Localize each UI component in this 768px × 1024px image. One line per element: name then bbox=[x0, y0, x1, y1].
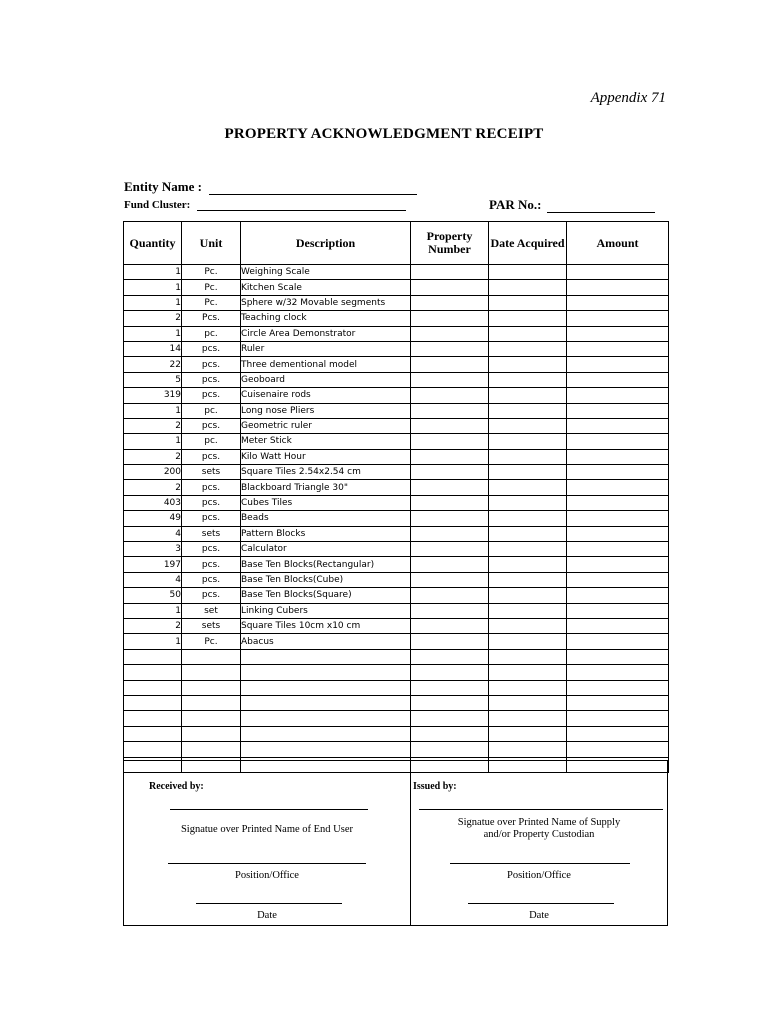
quantity-cell bbox=[124, 680, 182, 695]
date-acquired-cell bbox=[489, 649, 567, 664]
received-date-line[interactable] bbox=[196, 903, 342, 904]
description-cell: Ruler bbox=[241, 341, 411, 356]
description-cell: Meter Stick bbox=[241, 434, 411, 449]
unit-cell: Pc. bbox=[182, 295, 241, 310]
amount-cell bbox=[567, 634, 669, 649]
amount-cell bbox=[567, 557, 669, 572]
received-signature-line[interactable] bbox=[170, 809, 368, 810]
amount-cell bbox=[567, 357, 669, 372]
unit-cell bbox=[182, 680, 241, 695]
fund-cluster-row bbox=[124, 199, 406, 211]
date-acquired-cell bbox=[489, 341, 567, 356]
amount-cell bbox=[567, 603, 669, 618]
description-cell bbox=[241, 711, 411, 726]
quantity-cell: 14 bbox=[124, 341, 182, 356]
description-cell: Beads bbox=[241, 511, 411, 526]
property-number-cell bbox=[411, 634, 489, 649]
date-acquired-cell bbox=[489, 495, 567, 510]
description-cell: Three dementional model bbox=[241, 357, 411, 372]
table-row bbox=[124, 465, 669, 480]
table-row bbox=[124, 495, 669, 510]
description-cell: Abacus bbox=[241, 634, 411, 649]
property-number-cell bbox=[411, 665, 489, 680]
property-number-cell bbox=[411, 511, 489, 526]
table-row bbox=[124, 449, 669, 464]
property-number-cell bbox=[411, 341, 489, 356]
amount-cell bbox=[567, 742, 669, 757]
date-acquired-cell bbox=[489, 265, 567, 280]
unit-cell: pc. bbox=[182, 434, 241, 449]
unit-cell: pcs. bbox=[182, 341, 241, 356]
page-title: PROPERTY ACKNOWLEDGMENT RECEIPT bbox=[224, 126, 544, 142]
date-acquired-cell bbox=[489, 326, 567, 341]
fund-cluster-field[interactable] bbox=[197, 199, 406, 211]
quantity-cell bbox=[124, 665, 182, 680]
par-number-label: PAR No.: bbox=[489, 197, 542, 212]
table-row bbox=[124, 634, 669, 649]
amount-cell bbox=[567, 449, 669, 464]
description-cell: Circle Area Demonstrator bbox=[241, 326, 411, 341]
quantity-cell: 3 bbox=[124, 542, 182, 557]
quantity-cell bbox=[124, 726, 182, 741]
quantity-cell bbox=[124, 649, 182, 664]
issued-position-line[interactable] bbox=[450, 863, 630, 864]
received-by-label: Received by: bbox=[149, 781, 204, 792]
unit-cell: pcs. bbox=[182, 557, 241, 572]
unit-cell: pcs. bbox=[182, 449, 241, 464]
appendix-label: Appendix 71 bbox=[590, 90, 666, 106]
property-number-cell bbox=[411, 388, 489, 403]
date-acquired-cell bbox=[489, 742, 567, 757]
table-row bbox=[124, 711, 669, 726]
date-acquired-cell bbox=[489, 680, 567, 695]
date-acquired-cell bbox=[489, 295, 567, 310]
received-position-caption: Position/Office bbox=[235, 870, 299, 881]
table-row bbox=[124, 542, 669, 557]
unit-cell: Pc. bbox=[182, 634, 241, 649]
unit-cell: pc. bbox=[182, 326, 241, 341]
table-row bbox=[124, 357, 669, 372]
entity-name-label: Entity Name : bbox=[124, 179, 202, 194]
amount-cell bbox=[567, 680, 669, 695]
par-number-row bbox=[489, 197, 655, 213]
quantity-cell bbox=[124, 695, 182, 710]
column-header-date-acquired: Date Acquired bbox=[489, 222, 567, 265]
unit-cell: set bbox=[182, 603, 241, 618]
received-signature-caption: Signatue over Printed Name of End User bbox=[180, 824, 354, 835]
table-row bbox=[124, 742, 669, 757]
quantity-cell: 2 bbox=[124, 311, 182, 326]
date-acquired-cell bbox=[489, 280, 567, 295]
description-cell bbox=[241, 695, 411, 710]
property-number-cell bbox=[411, 572, 489, 587]
description-cell: Teaching clock bbox=[241, 311, 411, 326]
amount-cell bbox=[567, 711, 669, 726]
amount-cell bbox=[567, 665, 669, 680]
entity-name-field[interactable] bbox=[209, 182, 417, 195]
table-row bbox=[124, 511, 669, 526]
property-number-cell bbox=[411, 542, 489, 557]
quantity-cell: 200 bbox=[124, 465, 182, 480]
description-cell: Base Ten Blocks(Cube) bbox=[241, 572, 411, 587]
date-acquired-cell bbox=[489, 403, 567, 418]
description-cell: Base Ten Blocks(Square) bbox=[241, 588, 411, 603]
column-header-quantity: Quantity bbox=[124, 222, 182, 265]
date-acquired-cell bbox=[489, 449, 567, 464]
unit-cell: sets bbox=[182, 618, 241, 633]
date-acquired-cell bbox=[489, 695, 567, 710]
date-acquired-cell bbox=[489, 434, 567, 449]
amount-cell bbox=[567, 341, 669, 356]
amount-cell bbox=[567, 618, 669, 633]
date-acquired-cell bbox=[489, 418, 567, 433]
amount-cell bbox=[567, 311, 669, 326]
received-date-caption: Date bbox=[257, 910, 277, 921]
property-number-cell bbox=[411, 680, 489, 695]
date-acquired-cell bbox=[489, 711, 567, 726]
property-number-cell bbox=[411, 265, 489, 280]
unit-cell: sets bbox=[182, 526, 241, 541]
quantity-cell: 22 bbox=[124, 357, 182, 372]
date-acquired-cell bbox=[489, 542, 567, 557]
date-acquired-cell bbox=[489, 557, 567, 572]
description-cell: Square Tiles 10cm x10 cm bbox=[241, 618, 411, 633]
property-number-cell bbox=[411, 618, 489, 633]
unit-cell: sets bbox=[182, 465, 241, 480]
quantity-cell: 1 bbox=[124, 265, 182, 280]
amount-cell bbox=[567, 280, 669, 295]
quantity-cell: 403 bbox=[124, 495, 182, 510]
quantity-cell: 2 bbox=[124, 449, 182, 464]
unit-cell bbox=[182, 711, 241, 726]
table-row bbox=[124, 403, 669, 418]
amount-cell bbox=[567, 572, 669, 587]
property-number-cell bbox=[411, 742, 489, 757]
description-cell: Sphere w/32 Movable segments bbox=[241, 295, 411, 310]
quantity-cell: 1 bbox=[124, 403, 182, 418]
unit-cell: pcs. bbox=[182, 388, 241, 403]
unit-cell: pcs. bbox=[182, 511, 241, 526]
amount-cell bbox=[567, 388, 669, 403]
amount-cell bbox=[567, 526, 669, 541]
property-number-cell bbox=[411, 695, 489, 710]
description-cell: Square Tiles 2.54x2.54 cm bbox=[241, 465, 411, 480]
table-row bbox=[124, 280, 669, 295]
description-cell: Geoboard bbox=[241, 372, 411, 387]
date-acquired-cell bbox=[489, 603, 567, 618]
unit-cell bbox=[182, 726, 241, 741]
unit-cell: Pcs. bbox=[182, 311, 241, 326]
description-cell bbox=[241, 742, 411, 757]
table-row bbox=[124, 726, 669, 741]
quantity-cell: 1 bbox=[124, 634, 182, 649]
unit-cell: Pc. bbox=[182, 265, 241, 280]
unit-cell: pcs. bbox=[182, 357, 241, 372]
table-row bbox=[124, 434, 669, 449]
unit-cell: pcs. bbox=[182, 572, 241, 587]
table-row bbox=[124, 603, 669, 618]
description-cell bbox=[241, 726, 411, 741]
quantity-cell: 2 bbox=[124, 480, 182, 495]
amount-cell bbox=[567, 695, 669, 710]
quantity-cell: 4 bbox=[124, 572, 182, 587]
date-acquired-cell bbox=[489, 311, 567, 326]
unit-cell: pcs. bbox=[182, 588, 241, 603]
description-cell bbox=[241, 649, 411, 664]
property-number-cell bbox=[411, 603, 489, 618]
unit-cell bbox=[182, 742, 241, 757]
amount-cell bbox=[567, 403, 669, 418]
quantity-cell: 2 bbox=[124, 618, 182, 633]
property-number-cell bbox=[411, 372, 489, 387]
amount-cell bbox=[567, 295, 669, 310]
table-row bbox=[124, 418, 669, 433]
amount-cell bbox=[567, 480, 669, 495]
table-row bbox=[124, 311, 669, 326]
description-cell: Linking Cubers bbox=[241, 603, 411, 618]
date-acquired-cell bbox=[489, 526, 567, 541]
date-acquired-cell bbox=[489, 634, 567, 649]
unit-cell: pcs. bbox=[182, 542, 241, 557]
table-row bbox=[124, 618, 669, 633]
received-by-section bbox=[123, 760, 411, 926]
property-number-cell bbox=[411, 557, 489, 572]
received-position-line[interactable] bbox=[168, 863, 366, 864]
unit-cell bbox=[182, 695, 241, 710]
description-cell: Blackboard Triangle 30" bbox=[241, 480, 411, 495]
table-row bbox=[124, 526, 669, 541]
amount-cell bbox=[567, 372, 669, 387]
property-number-cell bbox=[411, 526, 489, 541]
property-number-cell bbox=[411, 280, 489, 295]
table-header-row bbox=[124, 222, 669, 265]
table-row bbox=[124, 372, 669, 387]
amount-cell bbox=[567, 588, 669, 603]
entity-name-row bbox=[124, 179, 417, 195]
property-number-cell bbox=[411, 311, 489, 326]
date-acquired-cell bbox=[489, 511, 567, 526]
table-row bbox=[124, 480, 669, 495]
date-acquired-cell bbox=[489, 618, 567, 633]
table-row bbox=[124, 695, 669, 710]
issued-date-line[interactable] bbox=[468, 903, 614, 904]
description-cell: Cuisenaire rods bbox=[241, 388, 411, 403]
date-acquired-cell bbox=[489, 357, 567, 372]
description-cell: Cubes Tiles bbox=[241, 495, 411, 510]
date-acquired-cell bbox=[489, 372, 567, 387]
quantity-cell: 49 bbox=[124, 511, 182, 526]
description-cell: Weighing Scale bbox=[241, 265, 411, 280]
unit-cell: pcs. bbox=[182, 480, 241, 495]
issued-position-caption: Position/Office bbox=[507, 870, 571, 881]
description-cell bbox=[241, 665, 411, 680]
date-acquired-cell bbox=[489, 726, 567, 741]
amount-cell bbox=[567, 649, 669, 664]
description-cell: Kilo Watt Hour bbox=[241, 449, 411, 464]
property-number-cell bbox=[411, 434, 489, 449]
amount-cell bbox=[567, 326, 669, 341]
fund-cluster-label: Fund Cluster: bbox=[124, 199, 191, 211]
quantity-cell: 1 bbox=[124, 434, 182, 449]
unit-cell: pc. bbox=[182, 403, 241, 418]
property-number-cell bbox=[411, 465, 489, 480]
date-acquired-cell bbox=[489, 480, 567, 495]
property-number-cell bbox=[411, 480, 489, 495]
table-row bbox=[124, 588, 669, 603]
date-acquired-cell bbox=[489, 388, 567, 403]
table-row bbox=[124, 557, 669, 572]
quantity-cell: 1 bbox=[124, 280, 182, 295]
table-row bbox=[124, 388, 669, 403]
amount-cell bbox=[567, 495, 669, 510]
issued-by-label: Issued by: bbox=[413, 781, 457, 792]
table-row bbox=[124, 326, 669, 341]
items-table bbox=[123, 221, 669, 773]
description-cell bbox=[241, 680, 411, 695]
table-row bbox=[124, 649, 669, 664]
amount-cell bbox=[567, 265, 669, 280]
column-header-amount: Amount bbox=[567, 222, 669, 265]
issued-by-section bbox=[410, 760, 668, 926]
issued-signature-line[interactable] bbox=[419, 809, 663, 810]
amount-cell bbox=[567, 542, 669, 557]
quantity-cell: 319 bbox=[124, 388, 182, 403]
table-row bbox=[124, 572, 669, 587]
issued-date-caption: Date bbox=[529, 910, 549, 921]
description-cell: Kitchen Scale bbox=[241, 280, 411, 295]
property-number-cell bbox=[411, 649, 489, 664]
unit-cell: pcs. bbox=[182, 495, 241, 510]
unit-cell bbox=[182, 665, 241, 680]
amount-cell bbox=[567, 465, 669, 480]
par-number-field[interactable] bbox=[547, 200, 655, 213]
unit-cell: Pc. bbox=[182, 280, 241, 295]
description-cell: Long nose Pliers bbox=[241, 403, 411, 418]
unit-cell: pcs. bbox=[182, 372, 241, 387]
issued-signature-caption: Signatue over Printed Name of Supply and/or Property Custodian bbox=[457, 817, 621, 840]
property-number-cell bbox=[411, 357, 489, 372]
property-number-cell bbox=[411, 326, 489, 341]
quantity-cell bbox=[124, 742, 182, 757]
date-acquired-cell bbox=[489, 588, 567, 603]
table-row bbox=[124, 265, 669, 280]
unit-cell: pcs. bbox=[182, 418, 241, 433]
quantity-cell bbox=[124, 711, 182, 726]
quantity-cell: 5 bbox=[124, 372, 182, 387]
amount-cell bbox=[567, 726, 669, 741]
property-number-cell bbox=[411, 403, 489, 418]
table-row bbox=[124, 665, 669, 680]
table-row bbox=[124, 680, 669, 695]
column-header-description: Description bbox=[241, 222, 411, 265]
property-number-cell bbox=[411, 495, 489, 510]
column-header-unit: Unit bbox=[182, 222, 241, 265]
date-acquired-cell bbox=[489, 465, 567, 480]
property-number-cell bbox=[411, 711, 489, 726]
property-number-cell bbox=[411, 449, 489, 464]
property-number-cell bbox=[411, 588, 489, 603]
unit-cell bbox=[182, 649, 241, 664]
description-cell: Pattern Blocks bbox=[241, 526, 411, 541]
table-row bbox=[124, 341, 669, 356]
property-number-cell bbox=[411, 418, 489, 433]
amount-cell bbox=[567, 434, 669, 449]
property-number-cell bbox=[411, 726, 489, 741]
date-acquired-cell bbox=[489, 572, 567, 587]
description-cell: Base Ten Blocks(Rectangular) bbox=[241, 557, 411, 572]
date-acquired-cell bbox=[489, 665, 567, 680]
quantity-cell: 2 bbox=[124, 418, 182, 433]
description-cell: Geometric ruler bbox=[241, 418, 411, 433]
quantity-cell: 4 bbox=[124, 526, 182, 541]
quantity-cell: 50 bbox=[124, 588, 182, 603]
quantity-cell: 197 bbox=[124, 557, 182, 572]
quantity-cell: 1 bbox=[124, 603, 182, 618]
description-cell: Calculator bbox=[241, 542, 411, 557]
property-number-cell bbox=[411, 295, 489, 310]
amount-cell bbox=[567, 511, 669, 526]
amount-cell bbox=[567, 418, 669, 433]
quantity-cell: 1 bbox=[124, 295, 182, 310]
table-row bbox=[124, 295, 669, 310]
quantity-cell: 1 bbox=[124, 326, 182, 341]
column-header-property-number: Property Number bbox=[411, 222, 489, 265]
